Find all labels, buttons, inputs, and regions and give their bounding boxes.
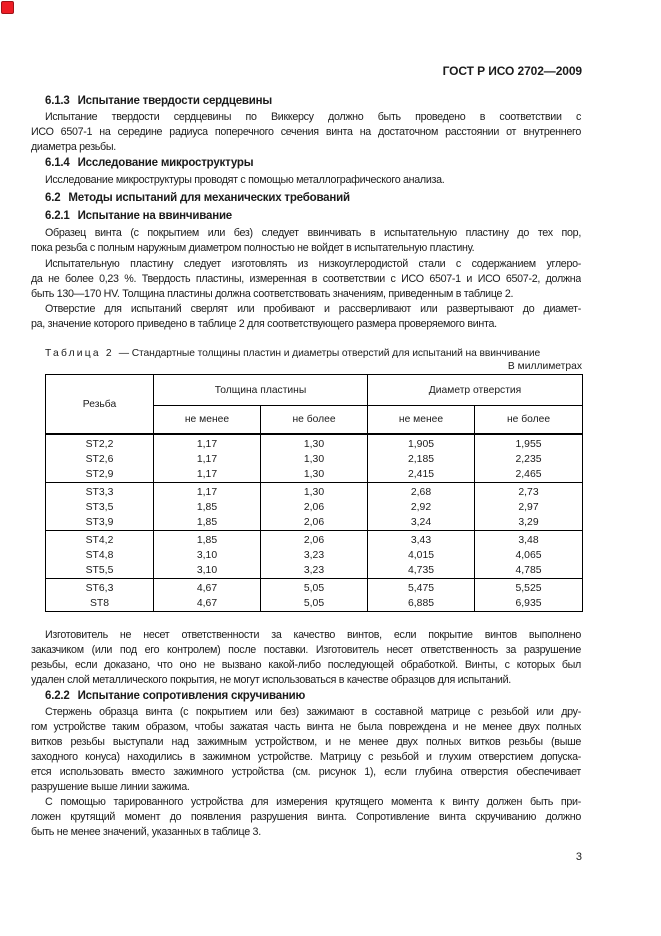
paragraph-line: разрушение выше линии зажима.	[31, 781, 190, 793]
table-cell: 2,465	[475, 467, 583, 483]
table-cell: 3,23	[261, 563, 368, 579]
page-number: 3	[575, 851, 582, 863]
section-title: Исследование микроструктуры	[77, 157, 254, 169]
paragraph-6-1-3	[31, 110, 581, 155]
table-row	[46, 515, 583, 531]
table-cell: 5,475	[368, 579, 475, 597]
paragraph-line: заходного конуса) находились в зажимном устройстве. Матрицу с резьбой и глухим отверстием допуска-	[31, 751, 581, 763]
section-number: 6.2	[45, 192, 61, 204]
paragraph-line: С помощью тарированного устройства для измерения крутящего момента к винту должен быть при-	[45, 796, 581, 808]
paragraph-line: Изготовитель не несет ответственности за качество винтов, если покрытие винтов выполнено	[45, 629, 581, 641]
table-row	[46, 596, 583, 612]
table-cell: 1,85	[154, 515, 261, 531]
table-cell: ST2,6	[46, 452, 154, 467]
table-cell: ST3,5	[46, 500, 154, 515]
section-heading-6-2-2	[45, 689, 305, 704]
section-number: 6.2.1	[45, 210, 70, 222]
paragraph-line: быть не менее значений, указанных в таблице 3.	[31, 826, 261, 838]
table-cell: 2,235	[475, 452, 583, 467]
table-cell: 1,85	[154, 531, 261, 549]
table-cell: 4,67	[154, 596, 261, 612]
table-cell: ST5,5	[46, 563, 154, 579]
table-cell: 5,525	[475, 579, 583, 597]
section-number: 6.1.3	[45, 95, 70, 107]
table-cell: 1,30	[261, 467, 368, 483]
table-cell: 5,05	[261, 579, 368, 597]
table-cell: 2,185	[368, 452, 475, 467]
section-heading-6-2	[45, 191, 350, 206]
paragraph-line: Отверстие для испытаний сверлят или пробивают и рассверливают или развертывают до диамет-	[45, 303, 581, 315]
subheader-not-less: не менее	[368, 406, 475, 435]
table-cell: 2,68	[368, 483, 475, 501]
paragraph-line: заказчиком (или под его контролем) после поставки. Изготовитель несет ответственность за разрушение	[31, 644, 581, 656]
section-title: Испытание твердости сердцевины	[77, 95, 272, 107]
paragraph-line: диаметра резьбы.	[31, 141, 116, 153]
paragraph-6-2-1-b	[31, 257, 581, 302]
paragraph-line: Образец винта (с покрытием или без) следует ввинчивать в испытательную пластину до тех пор,	[45, 227, 581, 239]
section-title: Испытание на ввинчивание	[77, 210, 233, 222]
table-cell: 2,73	[475, 483, 583, 501]
table-cell: 3,24	[368, 515, 475, 531]
section-number: 6.2.2	[45, 690, 70, 702]
subheader-not-less: не менее	[154, 406, 261, 435]
table-cell: 4,015	[368, 548, 475, 563]
table-cell: 1,30	[261, 434, 368, 452]
table-cell: 4,735	[368, 563, 475, 579]
table-cell: ST2,9	[46, 467, 154, 483]
table-cell: 2,06	[261, 515, 368, 531]
table-caption-text: — Стандартные толщины пластин и диаметры отверстий для испытаний на ввинчивание	[118, 348, 541, 359]
paragraph-6-2-2-b	[31, 795, 581, 840]
paragraph-line: да не более 0,23 %. Твердость пластины, измеренная в соответствии с ИСО 6507-1 и ИСО 6507-2, должна	[31, 273, 581, 285]
section-heading-6-2-1	[45, 209, 232, 224]
paragraph-line: удален слой металлического покрытия, не могут использоваться в качестве образцов для испытаний.	[31, 674, 511, 686]
column-header-thread: Резьба	[46, 375, 154, 435]
table-group-4	[46, 579, 583, 612]
table-units-note: В миллиметрах	[507, 361, 582, 372]
table-cell: 1,17	[154, 452, 261, 467]
paragraph-6-1-4	[31, 173, 581, 188]
table-cell: 3,29	[475, 515, 583, 531]
section-title: Методы испытаний для механических требований	[68, 192, 350, 204]
table-cell: 1,955	[475, 434, 583, 452]
table-cell: 1,17	[154, 483, 261, 501]
column-header-plate-thickness: Толщина пластины	[154, 375, 368, 406]
paragraph-line: пока резьба с полным наружным диаметром полностью не войдет в испытательную пластину.	[31, 242, 475, 254]
paragraph-line: Испытание твердости сердцевины по Виккерсу должно быть проведено в соответствии с	[45, 111, 581, 123]
table-cell: 4,065	[475, 548, 583, 563]
table-cell: 2,06	[261, 531, 368, 549]
table-cell: ST6,3	[46, 579, 154, 597]
column-header-hole-diameter: Диаметр отверстия	[368, 375, 583, 406]
paragraph-after-table	[31, 628, 581, 688]
table-cell: 6,885	[368, 596, 475, 612]
table-cell: 2,06	[261, 500, 368, 515]
paragraph-line: витков резьбы выступали над зажимным устройством, и не менее двух полных витков резьбы (выше	[31, 736, 581, 748]
table-group-1	[46, 434, 583, 483]
paragraph-line: Исследование микроструктуры проводят с помощью металлографического анализа.	[45, 174, 445, 186]
table-cell: 3,10	[154, 563, 261, 579]
table-cell: ST3,9	[46, 515, 154, 531]
table-cell: 3,23	[261, 548, 368, 563]
table-cell: 2,92	[368, 500, 475, 515]
paragraph-6-2-2-a	[31, 705, 581, 795]
table-cell: 3,43	[368, 531, 475, 549]
table-cell: 6,935	[475, 596, 583, 612]
table-row	[46, 563, 583, 579]
section-heading-6-1-4	[45, 156, 253, 171]
section-number: 6.1.4	[45, 157, 70, 169]
section-heading-6-1-3	[45, 94, 272, 109]
paragraph-line: Стержень образца винта (с покрытием или без) зажимают в составной матрице с резьбой или дру-	[45, 706, 581, 718]
table-cell: 3,48	[475, 531, 583, 549]
paragraph-line: Испытательную пластину следует изготовлять из низкоуглеродистой стали с содержанием углеро-	[45, 258, 581, 270]
table-row	[46, 483, 583, 501]
table-cell: 1,17	[154, 434, 261, 452]
subheader-not-more: не более	[261, 406, 368, 435]
red-corner-marker	[1, 1, 14, 14]
table-cell: ST4,2	[46, 531, 154, 549]
table-2	[45, 374, 583, 612]
table-cell: 1,85	[154, 500, 261, 515]
table-cell: ST2,2	[46, 434, 154, 452]
table-cell: 1,30	[261, 483, 368, 501]
paragraph-6-2-1-a	[31, 226, 581, 256]
table-cell: 1,905	[368, 434, 475, 452]
paragraph-line: быть 130—170 HV. Толщина пластины должна соответствовать значениям, приведенным в таблице 2.	[31, 288, 514, 300]
section-title: Испытание сопротивления скручиванию	[77, 690, 306, 702]
table-cell: ST8	[46, 596, 154, 612]
table-cell: ST3,3	[46, 483, 154, 501]
table-row	[46, 548, 583, 563]
paragraph-line: гом устройстве таким образом, чтобы зажатая часть винта не была повреждена и не менее двух полных	[31, 721, 581, 733]
table-caption-label: Таблица 2	[45, 348, 114, 359]
table-row	[46, 500, 583, 515]
table-group-2	[46, 483, 583, 531]
table-cell: ST4,8	[46, 548, 154, 563]
table-row	[46, 434, 583, 452]
subheader-not-more: не более	[475, 406, 583, 435]
table-group-3	[46, 531, 583, 579]
paragraph-6-2-1-c	[31, 302, 581, 332]
paragraph-line: ется использовать вместо зажимного устройства (см. рисунок 1), если глубина отверстия обеспечивает	[31, 766, 581, 778]
document-number: ГОСТ Р ИСО 2702—2009	[442, 64, 582, 78]
table-cell: 2,97	[475, 500, 583, 515]
paragraph-line: ложен крутящий момент до появления разрушения винта. Сопротивление винта скручиванию должно	[31, 811, 581, 823]
table-row	[46, 467, 583, 483]
table-row	[46, 531, 583, 549]
paragraph-line: ра, значение которого приведено в таблице 2 для соответствующего размера проверяемого винта.	[31, 318, 497, 330]
table-caption	[45, 348, 540, 359]
table-cell: 4,785	[475, 563, 583, 579]
table-row	[46, 452, 583, 467]
table-row	[46, 579, 583, 597]
table-cell: 2,415	[368, 467, 475, 483]
paragraph-line: резьбы, если доказано, что оно не вызвано какой-либо последующей обработкой. Винты, с которых был	[31, 659, 581, 671]
table-cell: 3,10	[154, 548, 261, 563]
table-cell: 1,30	[261, 452, 368, 467]
table-cell: 1,17	[154, 467, 261, 483]
table-cell: 4,67	[154, 579, 261, 597]
paragraph-line: ИСО 6507-1 на середине радиуса поперечного сечения винта на достаточном расстоянии от внутреннего	[31, 126, 581, 138]
table-cell: 5,05	[261, 596, 368, 612]
